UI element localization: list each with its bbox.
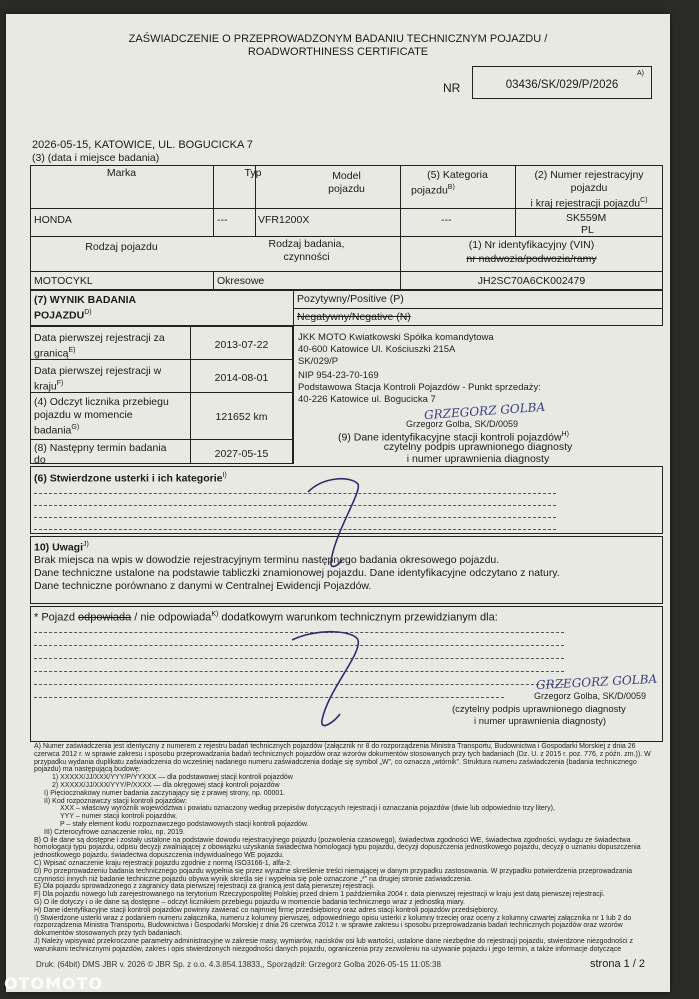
additional-caption-2: i numer uprawnienia diagnosty) (474, 716, 607, 727)
test-date-place-label: (3) (data i miejsce badania) (32, 152, 160, 164)
title-line-2: ROADWORTHINESS CERTIFICATE (247, 46, 429, 58)
vin-value: JH2SC70A6CK002479 (477, 275, 586, 287)
first-registration-domestic-label-1: Data pierwszej rejestracji w (34, 365, 162, 377)
kategoria-label-2: pojazdu$^{B)}$ (411, 184, 455, 197)
additional-conditions-label: * Pojazd odpowiada / nie odpowiada$^{K)}$ dodatkowym warunkom technicznym przewidzianym dla: (34, 611, 498, 624)
defects-label: (6) Stwierdzone usterki i ich kategorie$^{I)}$ (34, 472, 227, 485)
test-kind-value: Okresowe (217, 275, 265, 287)
footnote-line: D) Po przeprowadzeniu badania technicznego pojazdu wypełnia się przez wyraźne skreślenie treści niemającej w danym przypadku zastosowania. W przypadku potwierdzenia przeprowadzania (34, 867, 633, 875)
registration-value: SK559M (566, 212, 607, 224)
station-line-2: 40-600 Katowice Ul. Kościuszki 215A (298, 344, 456, 355)
section9-label-1: (9) Dane identyfikacyjne stacji kontroli pojazdów$^{H)}$ (338, 431, 569, 444)
footnote-line: dokumentów stosowanych przy tych badaniach. (34, 930, 183, 938)
footnote-line: G) O ile dotyczy i o ile dane są dostępne – odczyt licznikiem przebiegu pojazdu w momencie badania technicznego wraz z jednostką miary. (34, 899, 465, 906)
first-registration-domestic-label-2: kraju$^{F)}$ (34, 380, 64, 393)
footnote-line: czynności innych niż badanie techniczne pojazdu obywa wynik skreśla się i wypełnia się pole oznaczone „*” na drugiej stronie zaświadczenia. (34, 875, 473, 883)
footnote-line: F) Dla pojazdu nowego lub zarejestrowanego na terytorium Rzeczypospolitej Polskiej przed dniem 1 października 2004 r. data pierwszej rejestracji w kraju jest datą pierwszej rejestracji. (34, 891, 605, 899)
typ-label: Typ (244, 167, 262, 179)
test-date-place: 2026-05-15, KATOWICE, UL. BOGUCICKA 7 (32, 139, 253, 151)
page-number: strona 1 / 2 (590, 958, 646, 970)
kategoria-label-1: (5) Kategoria (427, 169, 488, 181)
vehicle-kind-label: Rodzaj pojazdu (85, 241, 158, 253)
result-positive: Pozytywny/Positive (P) (297, 293, 404, 305)
footnote-line: 1) XXXXX/JJ/XXX/YYY/P/YYXXX — dla podstawowej stacji kontroli pojazdów (52, 774, 293, 782)
footnote-line: C) Wpisać oznaczenie kraju rejestracji pojazdu zgodnie z normą ISO3166-1, alfa-2. (34, 860, 292, 867)
odometer-label-1: (4) Odczyt licznika przebiegu (34, 396, 169, 408)
model-value: VFR1200X (258, 214, 310, 226)
footnote-line: rozporządzenia Ministra Transportu, Budownictwa i Gospodarki Morskiej z dnia 26 czerwca 2012 r. w sprawie zakresu i sposobu przeprowadzania badań technicznych pojazdów oraz wzorów (34, 922, 623, 930)
result-label-1: (7) WYNIK BADANIA (34, 294, 137, 306)
kategoria-value: --- (441, 214, 452, 226)
footnote-line: YYY – numer stacji kontroli pojazdów, (60, 813, 177, 821)
station-line-3: SK/029/P (298, 356, 339, 367)
footnote-line: jednostkowego pojazdu, świadectwa dopuszczenia indywidualnego WE pojazdu. (34, 852, 284, 860)
footnote-line: przypadku wydania duplikatu zaświadczenia do wcześniej nadanego numeru zaświadczenia dodaje się symbol „W”, co oznacza „wtórnik”. Struktura numeru zaświadczenia (badania technicznego (34, 758, 637, 766)
remarks-line-1: Brak miejsca na wpis w dowodzie rejestracyjnym terminu następnego badania okresowego pojazdu. (34, 554, 500, 566)
additional-handwritten-signature: GRZEGORZ GOLBA (535, 671, 658, 693)
next-test-value: 2027-05-15 (214, 448, 269, 460)
first-registration-abroad-label-2: granicą$^{E)}$ (34, 347, 76, 360)
result-label-2: $POJAZDU^{D)}$ (34, 309, 92, 322)
test-kind-label-1: Rodzaj badania, (268, 238, 345, 250)
otomoto-watermark: OTOMOTO (4, 974, 104, 993)
next-test-label-1: (8) Następny termin badania (34, 442, 167, 454)
footnote-line: I) Pięciocznakowy numer badania zaczynający się z prawej strony, np. 00001. (44, 789, 286, 797)
footnote-line: I) Stwierdzone usterki wraz z podaniem numeru załącznika, numeru z kolumny pierwszej, odpowiedniego opisu usterki z kolumny trzeciej oraz oceny z kolumny czwartej załącznika nr 1 lub 2 do (34, 914, 632, 922)
odometer-label-3: badania$^{G)}$ (34, 424, 80, 437)
odometer-value: 121652 km (215, 411, 268, 423)
odometer-label-2: pojazdu w momencie (34, 409, 133, 421)
footnote-line: A) Numer zaświadczenia jest identyczny z numerem z rejestru badań technicznych pojazdów (załącznik nr 8 do rozporządzenia Ministra Transportu, Budownictwa i Gospodarki Morskiej z dnia 26 (34, 743, 636, 750)
typ-value: --- (217, 214, 228, 226)
model-label-1: Model (332, 170, 361, 182)
first-registration-domestic-value: 2014-08-01 (214, 372, 269, 384)
footnote-line: 2) XXXXX/JJ/XXX/YYY/P/XXXX — dla okręgowej stacji kontroli pojazdów (52, 782, 280, 789)
additional-stamp-name: Grzegorz Golba, SK/D/0059 (534, 691, 647, 701)
certificate-number: 03436/SK/029/P/2026 (505, 79, 619, 91)
footnote-line: E) Dla pojazdu sprowadzonego z zagranicy data pierwszej rejestracji za granicą jest datą pierwszej rejestracji. (34, 883, 375, 891)
footnote-line: III) Czterocyfrowe oznaczenie roku, np. 2019. (44, 828, 185, 836)
footnote-line: H) Dane identyfikacyjne stacji kontroli pojazdów powinny zawierać co najmniej firmę przedsiębiorcy oraz adres stacji kontroli pojazdów przedsiębiorcy. (34, 906, 499, 914)
next-test-label-2: do (34, 454, 46, 466)
additional-caption-1: (czytelny podpis uprawnionego diagnosty (452, 704, 626, 715)
signature-stroke-1 (308, 479, 358, 567)
registration-label-2: pojazdu (570, 182, 608, 194)
certificate-number-note: A) (637, 70, 644, 77)
certificate-page (6, 14, 670, 992)
station-line-6: 40-226 Katowice ul. Bogucicka 7 (298, 394, 436, 405)
station-line-4: NIP 954-23-70-169 (298, 370, 379, 381)
registration-label-1: (2) Numer rejestracyjny (534, 169, 644, 181)
marka-value: HONDA (34, 214, 72, 226)
result-negative: Negatywny/Negative (N) (297, 311, 411, 323)
remarks-line-2: Dane techniczne ustalone na podstawie tabliczki znamionowej pojazdu. Dane identyfikacyjne odczytano z natury. (34, 567, 560, 579)
country-value: PL (581, 224, 594, 236)
first-registration-abroad-label-1: Data pierwszej rejestracji za (34, 332, 165, 344)
footnote-line: homologacji typu pojazdu, odpisu decyzji zwalniającej z obowiązku uzyskania świadectwa homologacji typu pojazdu, decyzji dopuszczenia jednostkowego pojazdu, decyzji o uznaniu dopuszczenia (34, 844, 641, 852)
marka-label: Marka (106, 167, 137, 179)
station-line-1: JKK MOTO Kwiatkowski Spółka komandytowa (298, 332, 494, 343)
vin-label-2: nr nadwozia/podwozia/ramy (466, 253, 597, 265)
footer-print-info: Druk: (64bit) DMS JBR v. 2026 © JBR Sp. z o.o. 4.3.854.13833,, Sporządził: Grzegorz Golba 2026-05-15 11:05:38 (36, 960, 441, 969)
remarks-line-3: Dane techniczne porównano z danymi w Centralnej Ewidencji Pojazdów. (34, 580, 372, 592)
first-registration-abroad-value: 2013-07-22 (214, 339, 269, 351)
footnote-line: XXX – właściwy wyróżnik województwa i powiatu oznaczony według przepisów dotyczących rejestracji i oznaczania pojazdów (dwie lub odpowiednio trzy litery), (60, 805, 555, 813)
test-kind-label-2: czynności (283, 251, 330, 263)
section9-label-3: i numer uprawnienia diagnosty (406, 453, 550, 465)
footnote-line: J) Należy wpisywać przekroczone parametry administracyjne w zakresie masy, wymiarów, nacisków osi lub wartości, ustalone dane niezbędne do rejestracji pojazdu, stwierdzone niezgodności z (34, 938, 634, 945)
footnote-line: P – stały element kodu rozpoznawczego podstawowych stacji kontroli pojazdów. (60, 821, 309, 828)
remarks-label: 10) Uwagi$^{J)}$ (34, 541, 89, 554)
footnote-line: czerwca 2012 r. w sprawie zakresu i sposobu przeprowadzania badań technicznych pojazdów oraz wzorów dokumentów stosowanych przy tych badaniach (Dz. U. z 2015 r. poz. 776, z późn. zm.)). W (34, 750, 651, 758)
station-handwritten-signature: GRZEGORZ GOLBA (423, 399, 546, 423)
title-line-1: ZAŚWIADCZENIE O PRZEPROWADZONYM BADANIU TECHNICZNYM POJAZDU / (128, 33, 548, 45)
footnote-line: B) O ile dane są dostępne i zostały ustalone na podstawie dowodu rejestracyjnego pojazdu (pozwolenia czasowego), świadectwa zgodności WE, świadectwa zgodności, wydagu ze świadectwa (34, 836, 631, 844)
station-stamp-name: Grzegorz Golba, SK/D/0059 (406, 419, 519, 429)
signature-stroke-2 (292, 632, 358, 726)
model-label-2: pojazdu (328, 183, 365, 195)
registration-label-3: i kraj rejestracji pojazdu$^{C)}$ (530, 197, 648, 210)
section9-label-2: czytelny podpis uprawnionego diagnosty (383, 441, 573, 453)
footnote-line: pojazdu) ma następującą budowę: (34, 766, 141, 774)
vehicle-kind-value: MOTOCYKL (34, 275, 93, 287)
nr-label: NR (443, 81, 461, 95)
footnote-line: II) Kod rozpoznawczy stacji kontroli pojazdów: (44, 797, 187, 805)
footnote-line: warunkami technicznymi pojazdów, zakres i opis stwierdzonych niezgodności danych pojazdu, ograniczenia przy zezwoleniu na używanie pojazdu i jego termin, a także informacje dotyczące (34, 945, 622, 953)
station-line-5: Podstawowa Stacja Kontroli Pojazdów - Punkt sprzedaży: (298, 382, 541, 393)
vin-label-1: (1) Nr identyfikacyjny (VIN) (468, 239, 595, 251)
